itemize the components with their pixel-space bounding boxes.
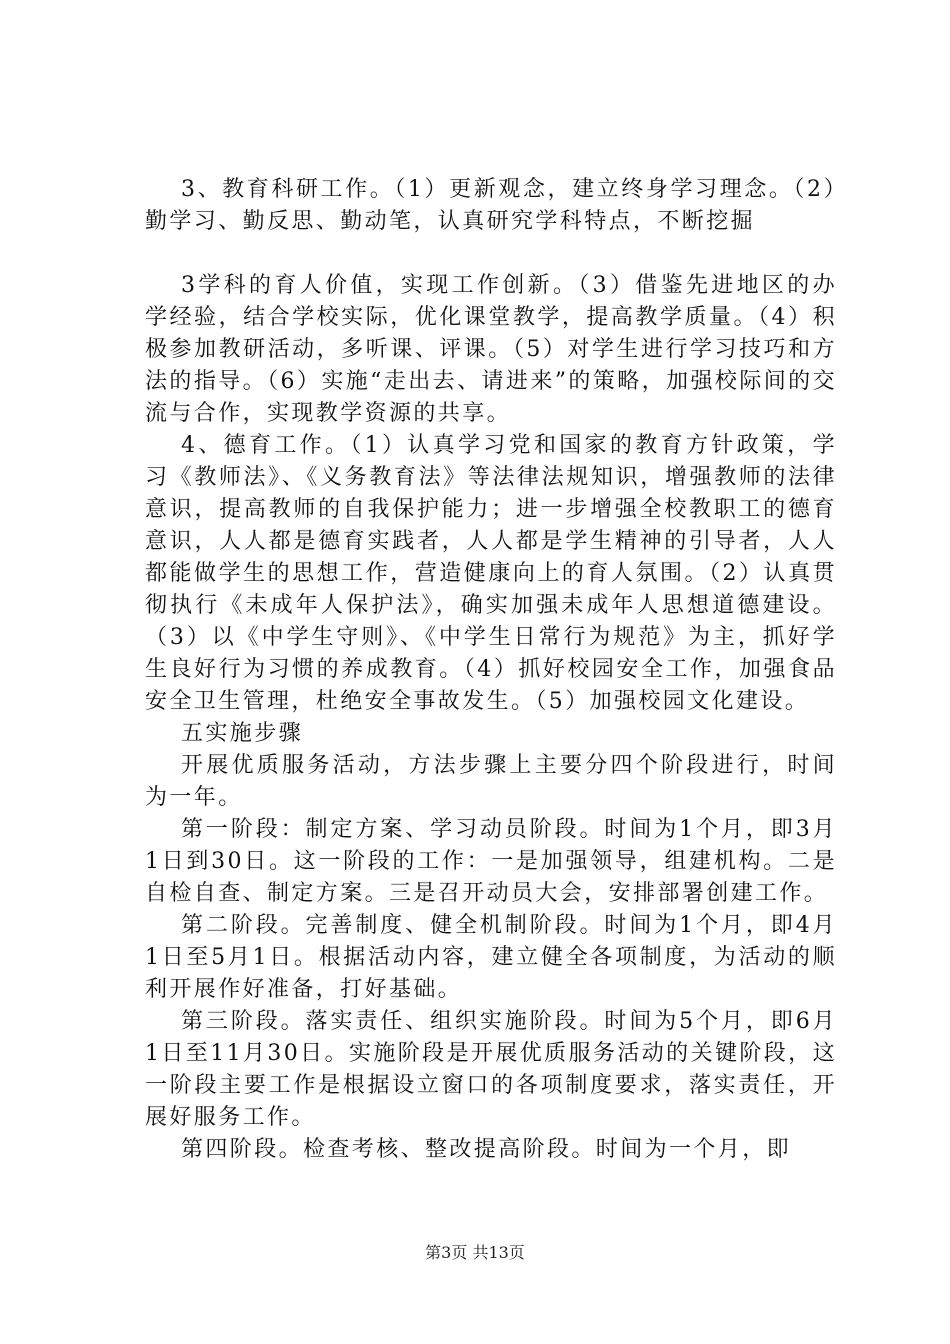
top-paragraph-block [145,174,837,238]
section-heading-steps: 五实施步骤 [181,721,304,746]
paragraph-steps-intro: 开展优质服务活动，方法步骤上主要分四个阶段进行，时间为一年。 [145,753,837,810]
paragraph-stage-one: 第一阶段：制定方案、学习动员阶段。时间为1个月，即3月1日到30日。这一阶段的工作：一是加强领导，组建机构。二是自检自查、制定方案。三是召开动员大会，安排部署创建工作。 [145,817,837,906]
main-text-block [145,270,837,1166]
paragraph-stage-three: 第三阶段。落实责任、组织实施阶段。时间为5个月，即6月1日至11月30日。实施阶段是开展优质服务活动的关键阶段，这一阶段主要工作是根据设立窗口的各项制度要求，落实责任，开展好服务工作。 [145,1009,837,1130]
paragraph-research-intro: 3、教育科研工作。（1）更新观念，建立终身学习理念。（2）勤学习、勤反思、勤动笔，认真研究学科特点，不断挖掘 [145,177,837,234]
paragraph-moral-education: 4、德育工作。（1）认真学习党和国家的教育方针政策，学习《教师法》、《义务教育法》等法律法规知识，增强教师的法律意识，提高教师的自我保护能力；进一步增强全校教职工的德育意识，人人都是德育实践者，人人都是学生精神的引导者，人人都能做学生的思想工作，营造健康向上的育人氛围。（2）认真贯彻执行《未成年人保护法》，确实加强未成年人思想道德建设。（3）以《中学生守则》、《中学生日常行为规范》为主，抓好学生良好行为习惯的养成教育。（4）抓好校园安全工作，加强食品安全卫生管理，杜绝安全事故发生。（5）加强校园文化建设。 [145,433,837,714]
page-number-footer: 第3页 共13页 [425,1243,525,1262]
paragraph-research-continued: 3学科的育人价值，实现工作创新。（3）借鉴先进地区的办学经验，结合学校实际，优化课堂教学，提高教学质量。（4）积极参加教研活动，多听课、评课。（5）对学生进行学习技巧和方法的指导。（6）实施“走出去、请进来”的策略，加强校际间的交流与合作，实现教学资源的共享。 [145,273,837,426]
paragraph-stage-four: 第四阶段。检查考核、整改提高阶段。时间为一个月，即 [181,1137,792,1162]
paragraph-stage-two: 第二阶段。完善制度、健全机制阶段。时间为1个月，即4月1日至5月1日。根据活动内容，建立健全各项制度，为活动的顺利开展作好准备，打好基础。 [145,913,837,1002]
